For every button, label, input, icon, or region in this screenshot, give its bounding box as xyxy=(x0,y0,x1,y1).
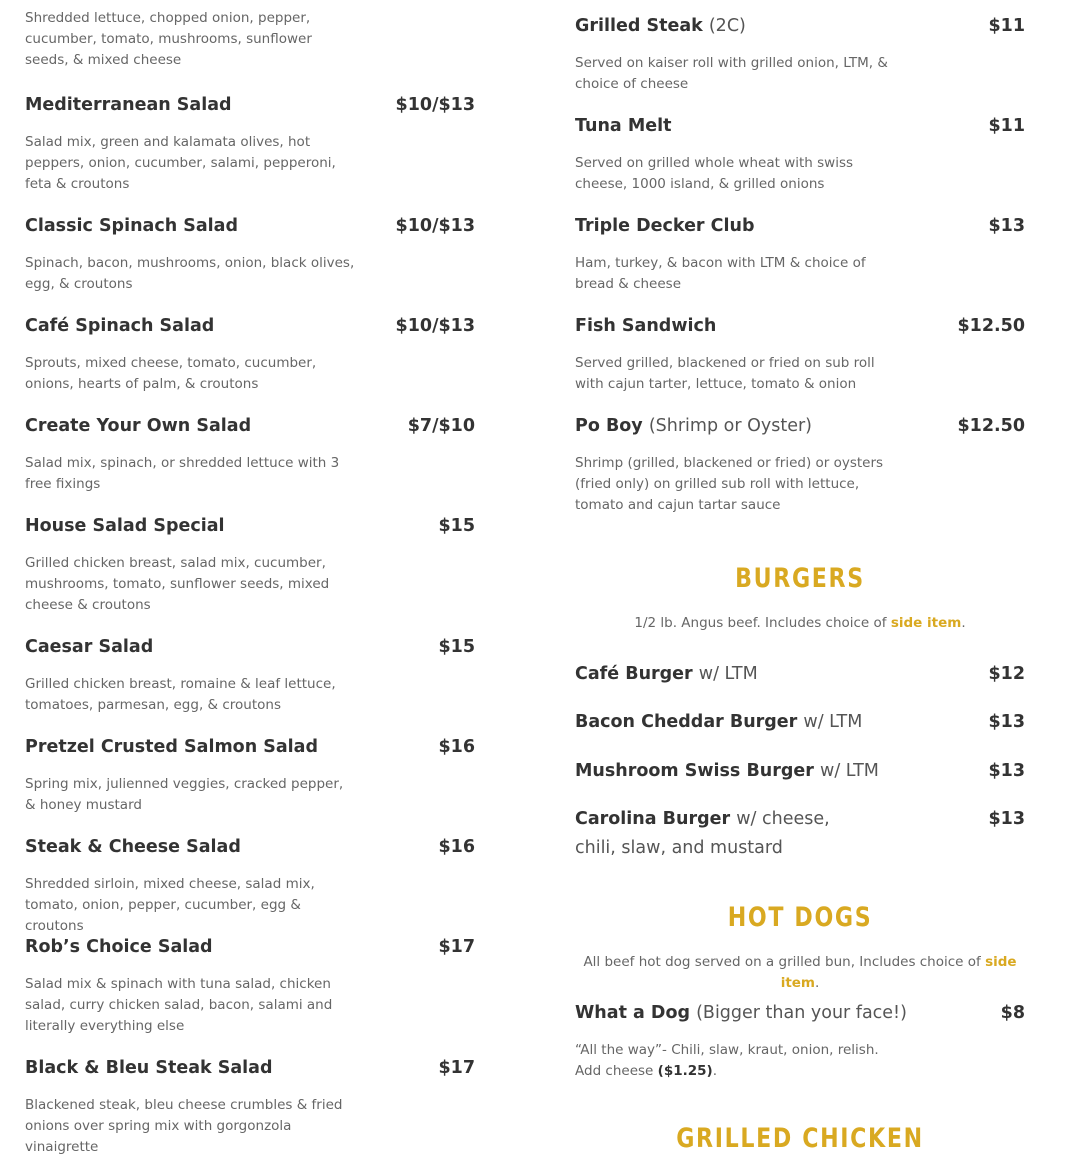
item-name: Black & Bleu Steak Salad xyxy=(25,1058,273,1078)
item-name: Bacon Cheddar Burger w/ LTM xyxy=(575,712,863,732)
menu-item xyxy=(25,1054,475,1158)
item-price: $12 xyxy=(988,664,1025,684)
item-price: $16 xyxy=(438,737,475,757)
item-price: $8 xyxy=(1000,1003,1025,1023)
item-description: Spring mix, julienned veggies, cracked pepper, & honey mustard xyxy=(25,776,344,813)
item-name: Tuna Melt xyxy=(575,116,672,136)
section-heading-grilled-chicken: GRILLED CHICKEN xyxy=(676,1123,924,1154)
menu-item xyxy=(25,933,475,1037)
side-item-link[interactable]: side item xyxy=(890,615,962,631)
item-name: Rob’s Choice Salad xyxy=(25,937,213,957)
item-description: Served on kaiser roll with grilled onion, LTM, & choice of cheese xyxy=(575,55,888,92)
item-price: $13 xyxy=(988,809,1025,829)
item-name: Grilled Steak (2C) xyxy=(575,16,746,36)
side-item-link[interactable]: side item xyxy=(780,954,1017,991)
item-description: Grilled chicken breast, salad mix, cucumber, mushrooms, tomato, sunflower seeds, mixed cheese & croutons xyxy=(25,555,330,613)
menu-item xyxy=(25,91,475,195)
section-intro: All beef hot dog served on a grilled bun, Includes choice of side item. xyxy=(583,954,1017,991)
item-price: $15 xyxy=(438,637,475,657)
item-name: Create Your Own Salad xyxy=(25,416,252,436)
item-name: Mediterranean Salad xyxy=(25,95,232,115)
item-price: $13 xyxy=(988,761,1025,781)
item-name: Classic Spinach Salad xyxy=(25,216,239,236)
menu-item xyxy=(25,412,475,495)
item-description: Sprouts, mixed cheese, tomato, cucumber, onions, hearts of palm, & croutons xyxy=(25,355,317,392)
item-price: $15 xyxy=(438,516,475,536)
menu-item xyxy=(575,805,1025,863)
item-price: $10/$13 xyxy=(395,95,475,115)
item-price: $10/$13 xyxy=(395,316,475,336)
menu-item xyxy=(575,660,1025,689)
menu-item xyxy=(575,12,1025,95)
menu-item xyxy=(25,733,475,816)
menu-item xyxy=(575,212,1025,295)
menu-item xyxy=(25,212,475,295)
section-intro: 1/2 lb. Angus beef. Includes choice of side item. xyxy=(634,615,966,631)
item-description: Salad mix, spinach, or shredded lettuce with 3 free fixings xyxy=(25,455,340,492)
menu-item xyxy=(25,633,475,716)
section-heading-hot-dogs: HOT DOGS xyxy=(727,902,873,933)
item-name: Triple Decker Club xyxy=(575,216,755,236)
menu-item xyxy=(575,112,1025,195)
item-description: Spinach, bacon, mushrooms, onion, black olives, egg, & croutons xyxy=(25,255,355,292)
item-description: Blackened steak, bleu cheese crumbles & fried onions over spring mix with gorgonzola vinaigrette xyxy=(25,1097,343,1155)
item-description: Ham, turkey, & bacon with LTM & choice of bread & cheese xyxy=(575,255,866,292)
item-price: $17 xyxy=(438,1058,475,1078)
menu-item xyxy=(575,708,1025,737)
menu-item xyxy=(575,999,1025,1082)
item-price: $11 xyxy=(988,116,1025,136)
item-description: “All the way”- Chili, slaw, kraut, onion, relish. Add cheese ($1.25). xyxy=(575,1042,879,1079)
item-price: $16 xyxy=(438,837,475,857)
menu-item xyxy=(25,512,475,616)
item-price: $13 xyxy=(988,712,1025,732)
item-name: Café Spinach Salad xyxy=(25,316,215,336)
item-name: Café Burger w/ LTM xyxy=(575,664,758,684)
item-name: What a Dog (Bigger than your face!) xyxy=(575,1003,907,1023)
item-name: Caesar Salad xyxy=(25,637,154,657)
menu-item xyxy=(575,312,1025,395)
menu-item xyxy=(25,312,475,395)
menu-item xyxy=(575,757,1025,786)
item-name: House Salad Special xyxy=(25,516,225,536)
item-description-cut: Shredded lettuce, chopped onion, pepper, cucumber, tomato, mushrooms, sunflower seeds, & mixed cheese xyxy=(25,10,312,68)
item-price: $12.50 xyxy=(957,316,1025,336)
item-price: $17 xyxy=(438,937,475,957)
item-description: Salad mix, green and kalamata olives, hot peppers, onion, cucumber, salami, pepperoni, feta & croutons xyxy=(25,134,336,192)
item-name: Fish Sandwich xyxy=(575,316,717,336)
item-description: Shredded sirloin, mixed cheese, salad mix, tomato, onion, pepper, cucumber, egg & croutons xyxy=(25,876,315,934)
item-name: Carolina Burger w/ cheese, chili, slaw, and mustard xyxy=(575,809,830,858)
item-name: Pretzel Crusted Salmon Salad xyxy=(25,737,319,757)
item-description: Salad mix & spinach with tuna salad, chicken salad, curry chicken salad, bacon, salami and literally everything else xyxy=(25,976,333,1034)
item-description: Grilled chicken breast, romaine & leaf lettuce, tomatoes, parmesan, egg, & croutons xyxy=(25,676,336,713)
item-price: $10/$13 xyxy=(395,216,475,236)
item-description: Shrimp (grilled, blackened or fried) or oysters (fried only) on grilled sub roll with lettuce, tomato and cajun tartar sauce xyxy=(575,455,884,513)
item-description: Served on grilled whole wheat with swiss cheese, 1000 island, & grilled onions xyxy=(575,155,854,192)
item-price: $11 xyxy=(988,16,1025,36)
section-heading-burgers: BURGERS xyxy=(735,563,865,594)
item-name: Po Boy (Shrimp or Oyster) xyxy=(575,416,812,436)
item-description: Served grilled, blackened or fried on sub roll with cajun tarter, lettuce, tomato & onion xyxy=(575,355,875,392)
item-price: $7/$10 xyxy=(407,416,475,436)
menu-item xyxy=(25,833,475,937)
item-name: Mushroom Swiss Burger w/ LTM xyxy=(575,761,879,781)
item-name: Steak & Cheese Salad xyxy=(25,837,241,857)
item-price: $12.50 xyxy=(957,416,1025,436)
item-price: $13 xyxy=(988,216,1025,236)
menu-item xyxy=(575,412,1025,516)
